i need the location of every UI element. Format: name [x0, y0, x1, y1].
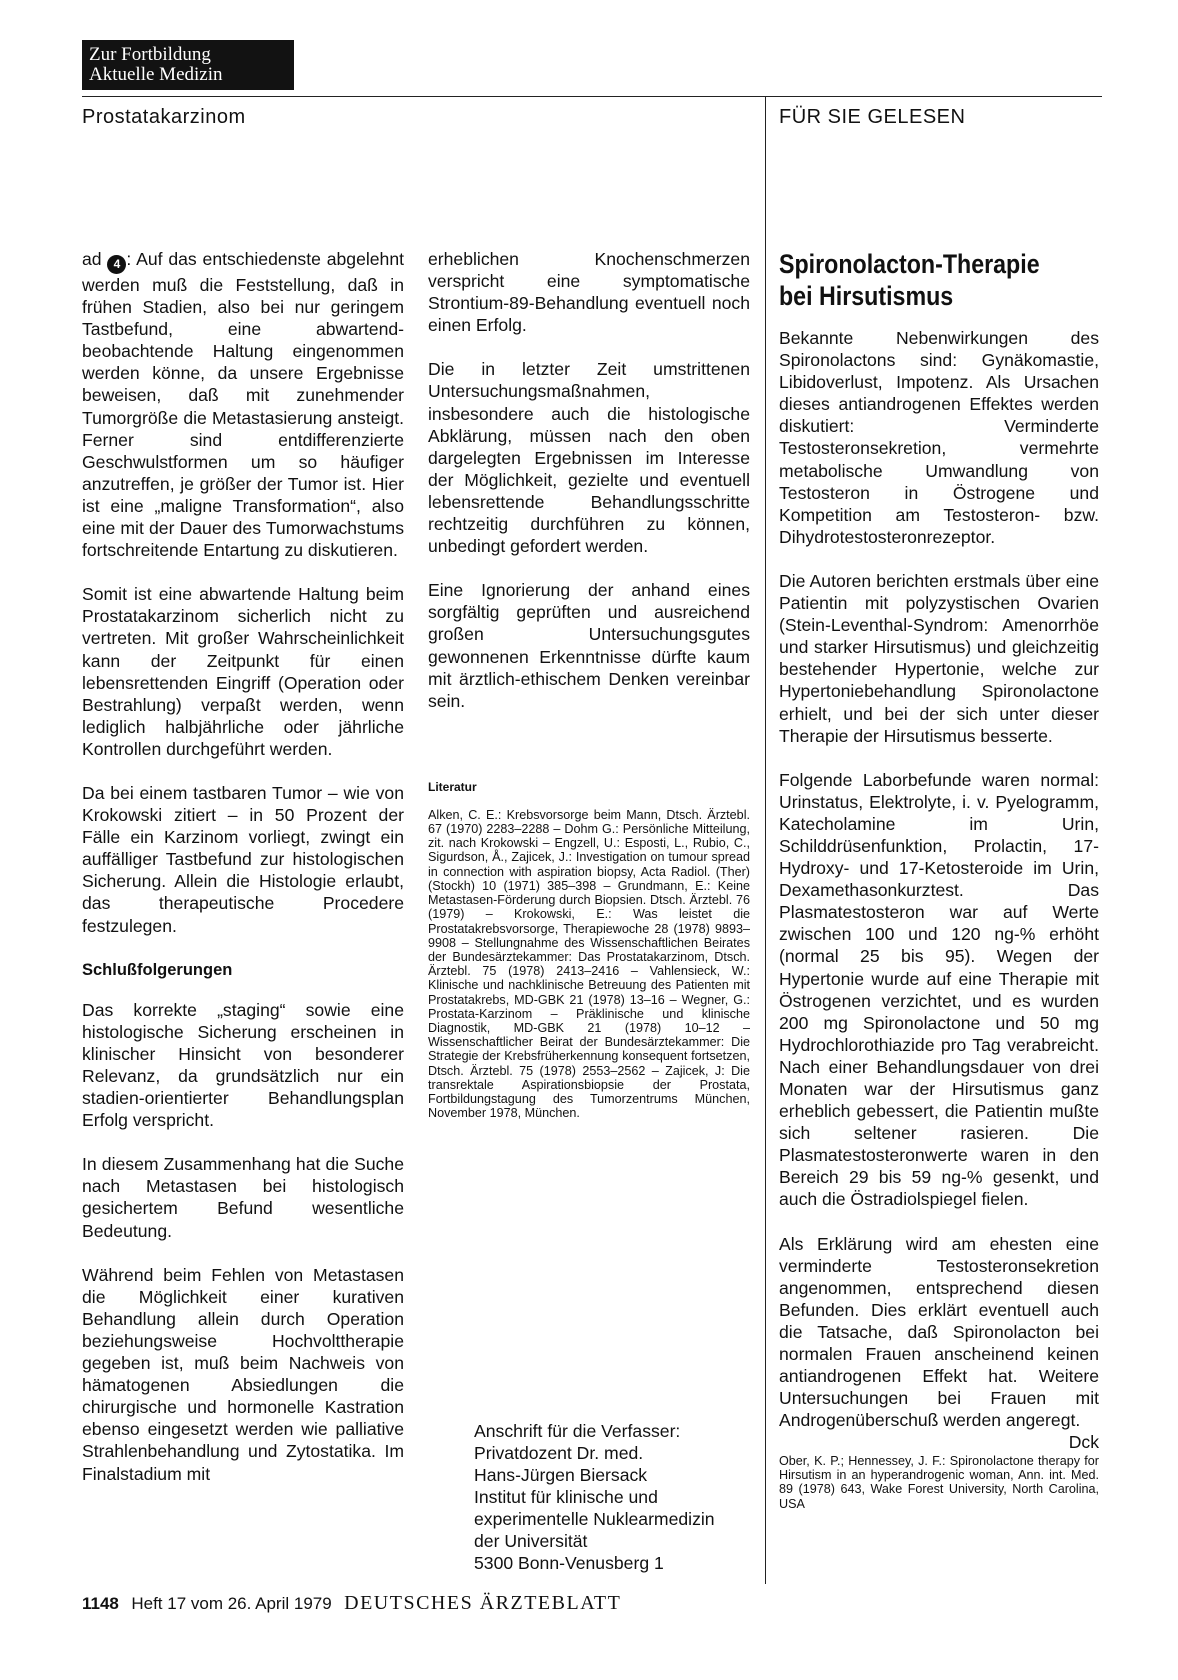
badge-line-1: Zur Fortbildung: [89, 44, 211, 65]
paragraph: Folgende Laborbefunde waren normal: Urinstatus, Elektrolyte, i. v. Pyelogramm, Katecholamine im Urin, Schilddrüsenfunktion, Prolactin, 17-Hydroxy- und 17-Ketosteroide im Urin, Dexamethasonkurztest. Das Plasmatestosteron war auf Werte zwischen 100 und 120 ng-% erhöht (normal 25 bis 95). Wegen der Hypertonie wurde auf eine Therapie mit Östrogenen verzichtet, und es wurden 200 mg Spironolactone und 50 mg Hydrochlorothiazide pro Tag verabreicht. Nach einer Behandlungsdauer von drei Monaten war der Hirsutismus ganz erheblich gebessert, die Patientin mußte sich seltener rasieren. Die Plasmatestosteronwerte waren in den Bereich 29 bis 59 ng-% gesenkt, und auch die Östradiolspiegel fielen.: [779, 769, 1099, 1210]
article-title: [779, 248, 1054, 312]
column-divider: [765, 96, 766, 1584]
address-line: Privatdozent Dr. med.: [474, 1443, 644, 1463]
paragraph: Da bei einem tastbaren Tumor – wie von Krokowski zitiert – in 50 Prozent der Fälle ein Karzinom vorliegt, zwingt ein auffälliger Tastbefund zur histologischen Sicherung. Allein die Histologie erlaubt, das therapeutische Procedere festzulegen.: [82, 782, 404, 936]
page-number: 1148: [82, 1594, 119, 1613]
badge-line-2: Aktuelle Medizin: [89, 64, 223, 85]
page-footer: [82, 1592, 621, 1615]
address-line: Hans-Jürgen Biersack: [474, 1465, 648, 1485]
paragraph: erheblichen Knochenschmerzen verspricht eine symptomatische Strontium-89-Behandlung eventuell noch einen Erfolg.: [428, 249, 750, 336]
column-3: [779, 327, 1099, 1533]
paragraph: Somit ist eine abwartende Haltung beim Prostatakarzinom sicherlich nicht zu vertreten. Mit großer Wahrscheinlichkeit kann der Zeitpunkt für einen lebensrettenden Eingriff (Operation oder Bestrahlung) verpaßt werden, wenn lediglich halbjährliche oder jährliche Kontrollen durchgeführt werden.: [82, 584, 404, 759]
issue-info: Heft 17 vom 26. April 1979: [131, 1594, 332, 1613]
magazine-name: DEUTSCHES ÄRZTEBLATT: [344, 1592, 622, 1614]
literature-heading: Literatur: [428, 779, 477, 794]
address-line: Anschrift für die Verfasser:: [474, 1421, 681, 1441]
ad-prefix: ad: [82, 249, 102, 269]
column-2: [428, 248, 750, 1142]
title-line-1: Spironolacton-Therapie: [779, 249, 1040, 279]
paragraph: [82, 248, 404, 561]
paragraph: Die Autoren berichten erstmals über eine Patientin mit polyzystischen Ovarien (Stein-Leventhal-Syndrom: Amenorrhöe und starker Hirsutismus) und gleichzeitig bestehender Hypertonie, welche zur Hypertoniebehandlung Spironolactone erhielt, und bei der sich unter dieser Therapie der Hirsutismus besserte.: [779, 570, 1099, 746]
paragraph: In diesem Zusammenhang hat die Suche nach Metastasen bei histologisch gesichertem Befund wesentliche Bedeutung.: [82, 1154, 404, 1241]
author-address: [474, 1420, 774, 1574]
section-heading: Schlußfolgerungen: [82, 960, 233, 979]
address-line: 5300 Bonn-Venusberg 1: [474, 1553, 664, 1573]
paragraph: [779, 1233, 1099, 1453]
article-reference: Ober, K. P.; Hennessey, J. F.: Spironolactone therapy for Hirsutism in an hyperandrogenic woman, Ann. int. Med. 89 (1978) 643, Wake Forest University, North Carolina, USA: [779, 1453, 1099, 1511]
address-line: Institut für klinische und: [474, 1487, 658, 1507]
author-signature: Dck: [1068, 1432, 1099, 1453]
header-section: FÜR SIE GELESEN: [779, 106, 966, 128]
numbered-marker: 4: [107, 255, 126, 274]
paragraph: Eine Ignorierung der anhand eines sorgfältig geprüften und ausreichend großen Untersuchungsgutes gewonnenen Erkenntnisse dürfte kaum mit ärztlich-ethischem Denken vereinbar sein.: [428, 580, 750, 711]
paragraph-text: : Auf das entschiedenste abgelehnt werden muß die Feststellung, daß in frühen Stadien, also bei nur geringem Tastbefund, eine abwartend-beobachtende Haltung eingenommen werden könne, da unsere Ergebnisse beweisen, daß mit zunehmender Tumorgröße die Metastasierung ansteigt. Ferner sind entdifferenzierte Geschwulstformen um so häufiger anzutreffen, je größer der Tumor ist. Hier ist eine „maligne Transformation“, also eine mit der Dauer des Tumorwachstums fortschreitende Entartung zu diskutieren.: [82, 249, 405, 561]
column-1: [82, 248, 404, 1507]
paragraph: Das korrekte „staging“ sowie eine histologische Sicherung erscheinen in klinischer Hinsicht von besonderer Relevanz, da grundsätzlich nur ein stadien-orientierter Behandlungsplan Erfolg verspricht.: [82, 999, 404, 1131]
header-topic: Prostatakarzinom: [82, 106, 246, 128]
paragraph: Bekannte Nebenwirkungen des Spironolactons sind: Gynäkomastie, Libidoverlust, Impotenz. Als Ursachen dieses antiandrogenen Effektes werden diskutiert: Verminderte Testosteronsekretion, vermehrte metabolische Umwandlung von Testosteron in Östrogene und Kompetition am Testosteron- bzw. Dihydrotestosteronrezeptor.: [779, 328, 1099, 547]
paragraph: Die in letzter Zeit umstrittenen Untersuchungsmaßnahmen, insbesondere auch die histologische Abklärung, müssen nach den oben dargelegten Ergebnissen im Interesse der Möglichkeit, gezielte und eventuell lebensrettende Behandlungsschritte rechtzeitig durchführen zu können, unbedingt gefordert werden.: [428, 359, 750, 557]
address-line: der Universität: [474, 1531, 588, 1551]
header-rule: [82, 96, 1102, 97]
address-line: experimentelle Nuklearmedizin: [474, 1509, 715, 1529]
paragraph: Während beim Fehlen von Metastasen die Möglichkeit einer kurativen Behandlung allein durch Operation beziehungsweise Hochvolttherapie gegeben ist, muß beim Nachweis von hämatogenen Absiedlungen die chirurgische und hormonelle Kastration ebenso eingesetzt werden wie palliative Strahlenbehandlung und Zytostatika. Im Finalstadium mit: [82, 1264, 404, 1484]
paragraph-text: Als Erklärung wird am ehesten eine verminderte Testosteronsekretion angenommen, entsprechend diesen Befunden. Dies erklärt eventuell auch die Tatsache, daß Spironolacton bei normalen Frauen anscheinend keinen antiandrogenen Effekt hat. Weitere Untersuchungen bei Frauen mit Androgenüberschuß werden angeregt.: [779, 1233, 1099, 1431]
section-badge: [82, 40, 294, 90]
title-line-2: bei Hirsutismus: [779, 281, 954, 311]
literature-list: Alken, C. E.: Krebsvorsorge beim Mann, Dtsch. Ärztebl. 67 (1970) 2283–2288 – Dohm G.: Persönliche Mitteilung, zit. nach Krokowski – Engzell, U.: Esposti, L., Rubio, C., Sigurdson, Å., Zajicek, J.: Investigation on tumour spread in connection with aspiration biopsy, Acta Radiol. (Ther) (Stockh) 10 (1971) 385–398 – Grundmann, E.: Keine Metastasen-Förderung durch Biopsien. Dtsch. Ärztebl. 76 (1979) – Krokowski, E.: Was leistet die Prostatakrebsvorsorge, Therapiewoche 28 (1978) 9893–9908 – Stellungnahme des Wissenschaftlichen Beirates der Bundesärztekammer: Das Prostatakarzinom, Dtsch. Ärztebl. 75 (1978) 2413–2416 – Vahlensieck, W.: Klinische und nachklinische Betreuung des Patienten mit Prostatakrebs, MD-GBK 21 (1978) 13–16 – Wegner, G.: Prostata-Karzinom – Präklinische und klinische Diagnostik, MD-GBK 21 (1978) 10–12 – Wissenschaftlicher Beirat der Bundesärztekammer: Die Strategie der Krebsfrüherkennung konsequent fortsetzen, Dtsch. Ärztebl. 75 (1978) 2553–2562 – Zajicek, J: Die transrektale Aspirationsbiopsie der Prostata, Fortbildungstagung des Tumorzentrums München, November 1978, München.: [428, 807, 750, 1121]
